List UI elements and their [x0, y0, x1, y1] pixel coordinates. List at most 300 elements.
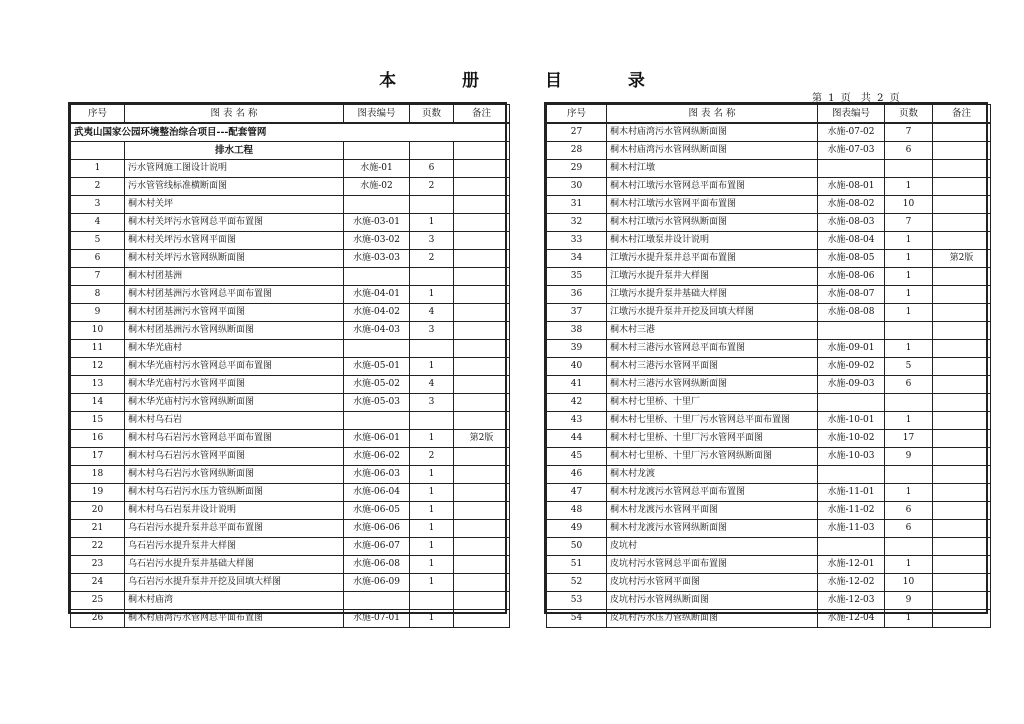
- row-index: 21: [71, 520, 125, 538]
- row-name: 江墩污水提升泵井总平面布置图: [607, 250, 818, 268]
- row-name: 桐木村乌石岩污水管网总平面布置图: [125, 430, 344, 448]
- row-pages: 5: [885, 358, 933, 376]
- row-name: 桐木华光庙村: [125, 340, 344, 358]
- row-index: 54: [547, 610, 607, 628]
- row-pages: 1: [885, 412, 933, 430]
- col-header-code: 图表编号: [344, 105, 410, 124]
- row-remark: [454, 484, 510, 502]
- row-remark: 第2版: [933, 250, 991, 268]
- row-code: 水施-06-03: [344, 466, 410, 484]
- row-code: 水施-08-02: [818, 196, 885, 214]
- catalog-table-left: [68, 102, 507, 623]
- row-remark: [933, 610, 991, 628]
- row-remark: [933, 358, 991, 376]
- row-pages: 1: [410, 556, 454, 574]
- row-remark: [454, 304, 510, 322]
- row-name: 桐木村龙渡: [607, 466, 818, 484]
- row-pages: 6: [410, 160, 454, 178]
- row-code: 水施-06-02: [344, 448, 410, 466]
- table-row: [71, 520, 510, 538]
- row-index: 28: [547, 142, 607, 160]
- table-row: [547, 484, 991, 502]
- row-name: 桐木村乌石岩污水管网纵断面图: [125, 466, 344, 484]
- row-index: 11: [71, 340, 125, 358]
- table-row: [547, 268, 991, 286]
- row-pages: 3: [410, 394, 454, 412]
- row-pages: 2: [410, 448, 454, 466]
- table-row: [71, 610, 510, 628]
- row-pages: 2: [410, 178, 454, 196]
- table-row: [547, 358, 991, 376]
- table-row: [71, 358, 510, 376]
- row-index: 53: [547, 592, 607, 610]
- row-index: 33: [547, 232, 607, 250]
- table-row: [71, 268, 510, 286]
- row-code: 水施-06-06: [344, 520, 410, 538]
- col-header-name: 图 表 名 称: [607, 105, 818, 124]
- table-row: [547, 160, 991, 178]
- row-name: 皮坑村污水压力管纵断面图: [607, 610, 818, 628]
- row-code: [818, 538, 885, 556]
- col-header-index: 序号: [71, 105, 125, 124]
- row-remark: [933, 430, 991, 448]
- row-code: 水施-01: [344, 160, 410, 178]
- row-code: 水施-09-03: [818, 376, 885, 394]
- table-row: [547, 430, 991, 448]
- row-index: 25: [71, 592, 125, 610]
- table-row: [547, 466, 991, 484]
- row-remark: [933, 448, 991, 466]
- row-code: 水施-07-02: [818, 123, 885, 142]
- table-row: [71, 574, 510, 592]
- row-code: 水施-05-01: [344, 358, 410, 376]
- table-row: [71, 304, 510, 322]
- row-pages: [885, 322, 933, 340]
- row-pages: 1: [885, 268, 933, 286]
- row-index: 24: [71, 574, 125, 592]
- row-code: 水施-09-02: [818, 358, 885, 376]
- row-pages: [885, 538, 933, 556]
- row-pages: [410, 196, 454, 214]
- row-code: [818, 160, 885, 178]
- row-name: 皮坑村污水管网纵断面图: [607, 592, 818, 610]
- row-remark: [454, 538, 510, 556]
- row-name: 桐木村江墩: [607, 160, 818, 178]
- subsection-empty-cell: [344, 142, 410, 160]
- row-remark: [454, 250, 510, 268]
- row-index: 29: [547, 160, 607, 178]
- row-name: 桐木村七里桥、十里厂污水管网平面图: [607, 430, 818, 448]
- table-row: [71, 340, 510, 358]
- row-pages: 1: [410, 502, 454, 520]
- row-remark: [933, 268, 991, 286]
- row-index: 17: [71, 448, 125, 466]
- row-pages: 6: [885, 142, 933, 160]
- row-name: 桐木村乌石岩泵井设计说明: [125, 502, 344, 520]
- table-row: [547, 250, 991, 268]
- row-index: 18: [71, 466, 125, 484]
- row-pages: 17: [885, 430, 933, 448]
- row-pages: 1: [410, 466, 454, 484]
- table-row: [71, 412, 510, 430]
- row-code: 水施-10-02: [818, 430, 885, 448]
- row-name: 桐木村龙渡污水管网纵断面图: [607, 520, 818, 538]
- row-index: 40: [547, 358, 607, 376]
- row-pages: 1: [885, 484, 933, 502]
- row-pages: 1: [410, 610, 454, 628]
- table-row: [547, 538, 991, 556]
- table-row: [547, 394, 991, 412]
- row-remark: [454, 466, 510, 484]
- catalog-sheet: [68, 102, 988, 623]
- row-remark: [933, 178, 991, 196]
- row-remark: [933, 340, 991, 358]
- row-pages: 3: [410, 322, 454, 340]
- row-index: 34: [547, 250, 607, 268]
- table-row: [547, 376, 991, 394]
- table-row: [547, 610, 991, 628]
- row-code: 水施-08-07: [818, 286, 885, 304]
- row-pages: 1: [885, 250, 933, 268]
- row-name: 污水管管线标准横断面图: [125, 178, 344, 196]
- row-index: 36: [547, 286, 607, 304]
- table-row: [547, 556, 991, 574]
- row-code: 水施-03-03: [344, 250, 410, 268]
- row-remark: [933, 412, 991, 430]
- row-name: 桐木村关坪污水管网平面图: [125, 232, 344, 250]
- page-number: 第 1 页: [812, 93, 851, 104]
- row-pages: 1: [885, 556, 933, 574]
- row-remark: [933, 574, 991, 592]
- row-pages: 4: [410, 376, 454, 394]
- row-code: [344, 340, 410, 358]
- row-remark: [454, 592, 510, 610]
- row-pages: 4: [410, 304, 454, 322]
- col-header-pages: 页数: [885, 105, 933, 124]
- subsection-title: 排水工程: [125, 142, 344, 160]
- row-code: 水施-06-09: [344, 574, 410, 592]
- table-row: [71, 250, 510, 268]
- row-pages: 1: [410, 520, 454, 538]
- row-index: 50: [547, 538, 607, 556]
- row-remark: [933, 232, 991, 250]
- row-pages: 6: [885, 376, 933, 394]
- row-index: 42: [547, 394, 607, 412]
- row-remark: [933, 502, 991, 520]
- row-pages: 1: [885, 304, 933, 322]
- row-pages: 1: [410, 286, 454, 304]
- row-code: [344, 592, 410, 610]
- row-pages: [410, 340, 454, 358]
- page-total: 共 2 页: [860, 93, 900, 104]
- table-row: [547, 123, 991, 142]
- row-code: 水施-04-03: [344, 322, 410, 340]
- table-row: [547, 178, 991, 196]
- row-index: 44: [547, 430, 607, 448]
- row-remark: [933, 520, 991, 538]
- row-remark: [454, 610, 510, 628]
- row-pages: [885, 466, 933, 484]
- row-remark: [933, 286, 991, 304]
- row-index: 1: [71, 160, 125, 178]
- table-row: [71, 196, 510, 214]
- row-index: 51: [547, 556, 607, 574]
- row-remark: [454, 448, 510, 466]
- row-name: 桐木村七里桥、十里厂污水管网纵断面图: [607, 448, 818, 466]
- row-remark: [933, 123, 991, 142]
- col-header-code: 图表编号: [818, 105, 885, 124]
- row-remark: 第2版: [454, 430, 510, 448]
- table-row: [71, 466, 510, 484]
- table-row: [71, 556, 510, 574]
- row-name: 江墩污水提升泵井开挖及回填大样图: [607, 304, 818, 322]
- row-remark: [933, 304, 991, 322]
- row-remark: [454, 322, 510, 340]
- row-pages: 1: [885, 340, 933, 358]
- row-code: 水施-12-03: [818, 592, 885, 610]
- row-remark: [454, 358, 510, 376]
- row-index: 2: [71, 178, 125, 196]
- row-remark: [454, 376, 510, 394]
- row-name: 桐木村团基洲: [125, 268, 344, 286]
- row-index: 20: [71, 502, 125, 520]
- row-code: 水施-06-01: [344, 430, 410, 448]
- section-title: 武夷山国家公园环境整治综合项目---配套管网: [71, 123, 510, 142]
- section-title-row: [71, 123, 510, 142]
- table-row: [547, 142, 991, 160]
- row-pages: [885, 394, 933, 412]
- row-name: 污水管网施工图设计说明: [125, 160, 344, 178]
- row-index: 9: [71, 304, 125, 322]
- row-code: 水施-12-04: [818, 610, 885, 628]
- table-row: [547, 196, 991, 214]
- table-row: [547, 520, 991, 538]
- row-pages: [410, 592, 454, 610]
- row-name: 乌石岩污水提升泵井总平面布置图: [125, 520, 344, 538]
- row-code: 水施-04-01: [344, 286, 410, 304]
- table-row: [547, 412, 991, 430]
- row-name: 桐木村乌石岩污水管网平面图: [125, 448, 344, 466]
- row-remark: [933, 538, 991, 556]
- row-index: 49: [547, 520, 607, 538]
- row-code: 水施-11-03: [818, 520, 885, 538]
- table-row: [71, 394, 510, 412]
- row-index: 15: [71, 412, 125, 430]
- row-pages: 6: [885, 520, 933, 538]
- row-remark: [454, 502, 510, 520]
- row-name: 皮坑村污水管网总平面布置图: [607, 556, 818, 574]
- row-name: 桐木村庙湾污水管网纵断面图: [607, 123, 818, 142]
- table-row: [71, 538, 510, 556]
- row-pages: [410, 412, 454, 430]
- row-pages: 10: [885, 196, 933, 214]
- row-name: 桐木村乌石岩污水压力管纵断面图: [125, 484, 344, 502]
- row-name: 桐木村七里桥、十里厂: [607, 394, 818, 412]
- row-index: 31: [547, 196, 607, 214]
- row-pages: 1: [885, 178, 933, 196]
- col-header-pages: 页数: [410, 105, 454, 124]
- row-pages: 1: [410, 484, 454, 502]
- table-row: [71, 448, 510, 466]
- subsection-empty-cell: [71, 142, 125, 160]
- row-index: 3: [71, 196, 125, 214]
- row-name: 桐木村团基洲污水管网纵断面图: [125, 322, 344, 340]
- row-index: 27: [547, 123, 607, 142]
- row-code: 水施-10-01: [818, 412, 885, 430]
- row-index: 7: [71, 268, 125, 286]
- row-name: 江墩污水提升泵井基础大样图: [607, 286, 818, 304]
- row-index: 48: [547, 502, 607, 520]
- row-index: 41: [547, 376, 607, 394]
- table-row: [71, 178, 510, 196]
- row-code: 水施-06-05: [344, 502, 410, 520]
- row-name: 桐木村庙湾污水管网纵断面图: [607, 142, 818, 160]
- table-row: [547, 448, 991, 466]
- row-name: 桐木村江墩污水管网纵断面图: [607, 214, 818, 232]
- col-header-remark: 备注: [933, 105, 991, 124]
- row-index: 19: [71, 484, 125, 502]
- row-remark: [454, 214, 510, 232]
- subsection-empty-cell: [454, 142, 510, 160]
- row-code: 水施-08-06: [818, 268, 885, 286]
- row-name: 皮坑村: [607, 538, 818, 556]
- row-remark: [933, 556, 991, 574]
- row-index: 14: [71, 394, 125, 412]
- row-pages: 6: [885, 502, 933, 520]
- row-code: 水施-03-02: [344, 232, 410, 250]
- table-row: [71, 430, 510, 448]
- row-name: 皮坑村污水管网平面图: [607, 574, 818, 592]
- col-header-remark: 备注: [454, 105, 510, 124]
- row-index: 32: [547, 214, 607, 232]
- row-remark: [933, 484, 991, 502]
- row-pages: 10: [885, 574, 933, 592]
- row-name: 乌石岩污水提升泵井基础大样图: [125, 556, 344, 574]
- row-index: 8: [71, 286, 125, 304]
- row-code: 水施-05-02: [344, 376, 410, 394]
- row-pages: 9: [885, 592, 933, 610]
- row-code: [818, 322, 885, 340]
- row-code: 水施-02: [344, 178, 410, 196]
- row-name: 桐木村庙湾污水管网总平面布置图: [125, 610, 344, 628]
- row-code: 水施-08-03: [818, 214, 885, 232]
- row-pages: 1: [410, 358, 454, 376]
- row-name: 桐木村三港污水管网总平面布置图: [607, 340, 818, 358]
- row-remark: [454, 394, 510, 412]
- row-pages: 1: [410, 574, 454, 592]
- row-index: 16: [71, 430, 125, 448]
- row-index: 12: [71, 358, 125, 376]
- row-index: 5: [71, 232, 125, 250]
- row-index: 37: [547, 304, 607, 322]
- col-header-index: 序号: [547, 105, 607, 124]
- table-row: [547, 304, 991, 322]
- row-index: 4: [71, 214, 125, 232]
- table-header-row: [71, 105, 510, 124]
- row-remark: [454, 196, 510, 214]
- row-code: 水施-06-08: [344, 556, 410, 574]
- row-code: 水施-08-01: [818, 178, 885, 196]
- row-code: 水施-11-02: [818, 502, 885, 520]
- table-row: [71, 322, 510, 340]
- row-name: 桐木村江墩污水管网平面布置图: [607, 196, 818, 214]
- row-code: 水施-05-03: [344, 394, 410, 412]
- row-remark: [454, 412, 510, 430]
- row-pages: 1: [885, 610, 933, 628]
- table-row: [71, 214, 510, 232]
- row-pages: 3: [410, 232, 454, 250]
- row-code: 水施-06-04: [344, 484, 410, 502]
- row-pages: 7: [885, 214, 933, 232]
- row-index: 52: [547, 574, 607, 592]
- row-code: 水施-09-01: [818, 340, 885, 358]
- row-pages: 1: [410, 214, 454, 232]
- row-index: 13: [71, 376, 125, 394]
- row-name: 桐木华光庙村污水管网纵断面图: [125, 394, 344, 412]
- row-pages: 2: [410, 250, 454, 268]
- row-name: 桐木村龙渡污水管网平面图: [607, 502, 818, 520]
- row-name: 桐木村团基洲污水管网总平面布置图: [125, 286, 344, 304]
- row-remark: [454, 574, 510, 592]
- table-row: [547, 214, 991, 232]
- table-row: [547, 340, 991, 358]
- row-index: 30: [547, 178, 607, 196]
- catalog-table-right: [544, 102, 988, 623]
- row-code: 水施-06-07: [344, 538, 410, 556]
- row-name: 桐木村庙湾: [125, 592, 344, 610]
- row-code: 水施-08-05: [818, 250, 885, 268]
- row-code: 水施-08-04: [818, 232, 885, 250]
- subsection-title-row: [71, 142, 510, 160]
- row-pages: 1: [410, 430, 454, 448]
- row-pages: 9: [885, 448, 933, 466]
- row-code: 水施-08-08: [818, 304, 885, 322]
- row-name: 桐木村七里桥、十里厂污水管网总平面布置图: [607, 412, 818, 430]
- row-name: 桐木村关坪污水管网纵断面图: [125, 250, 344, 268]
- table-header-row: [547, 105, 991, 124]
- table-row: [547, 592, 991, 610]
- row-code: 水施-04-02: [344, 304, 410, 322]
- row-remark: [454, 232, 510, 250]
- row-remark: [933, 592, 991, 610]
- row-index: 6: [71, 250, 125, 268]
- table-row: [71, 160, 510, 178]
- row-index: 47: [547, 484, 607, 502]
- row-remark: [454, 520, 510, 538]
- row-name: 桐木村三港污水管网平面图: [607, 358, 818, 376]
- row-index: 45: [547, 448, 607, 466]
- row-index: 46: [547, 466, 607, 484]
- row-code: 水施-07-03: [818, 142, 885, 160]
- row-pages: 1: [410, 538, 454, 556]
- row-code: [818, 466, 885, 484]
- row-remark: [454, 268, 510, 286]
- table-row: [547, 232, 991, 250]
- row-name: 桐木村关坪污水管网总平面布置图: [125, 214, 344, 232]
- row-remark: [933, 322, 991, 340]
- row-code: [344, 196, 410, 214]
- table-row: [71, 502, 510, 520]
- row-code: 水施-12-02: [818, 574, 885, 592]
- table-row: [547, 286, 991, 304]
- row-index: 35: [547, 268, 607, 286]
- table-row: [71, 286, 510, 304]
- row-name: 桐木村关坪: [125, 196, 344, 214]
- row-pages: 1: [885, 286, 933, 304]
- row-name: 桐木村乌石岩: [125, 412, 344, 430]
- row-remark: [933, 142, 991, 160]
- row-remark: [454, 340, 510, 358]
